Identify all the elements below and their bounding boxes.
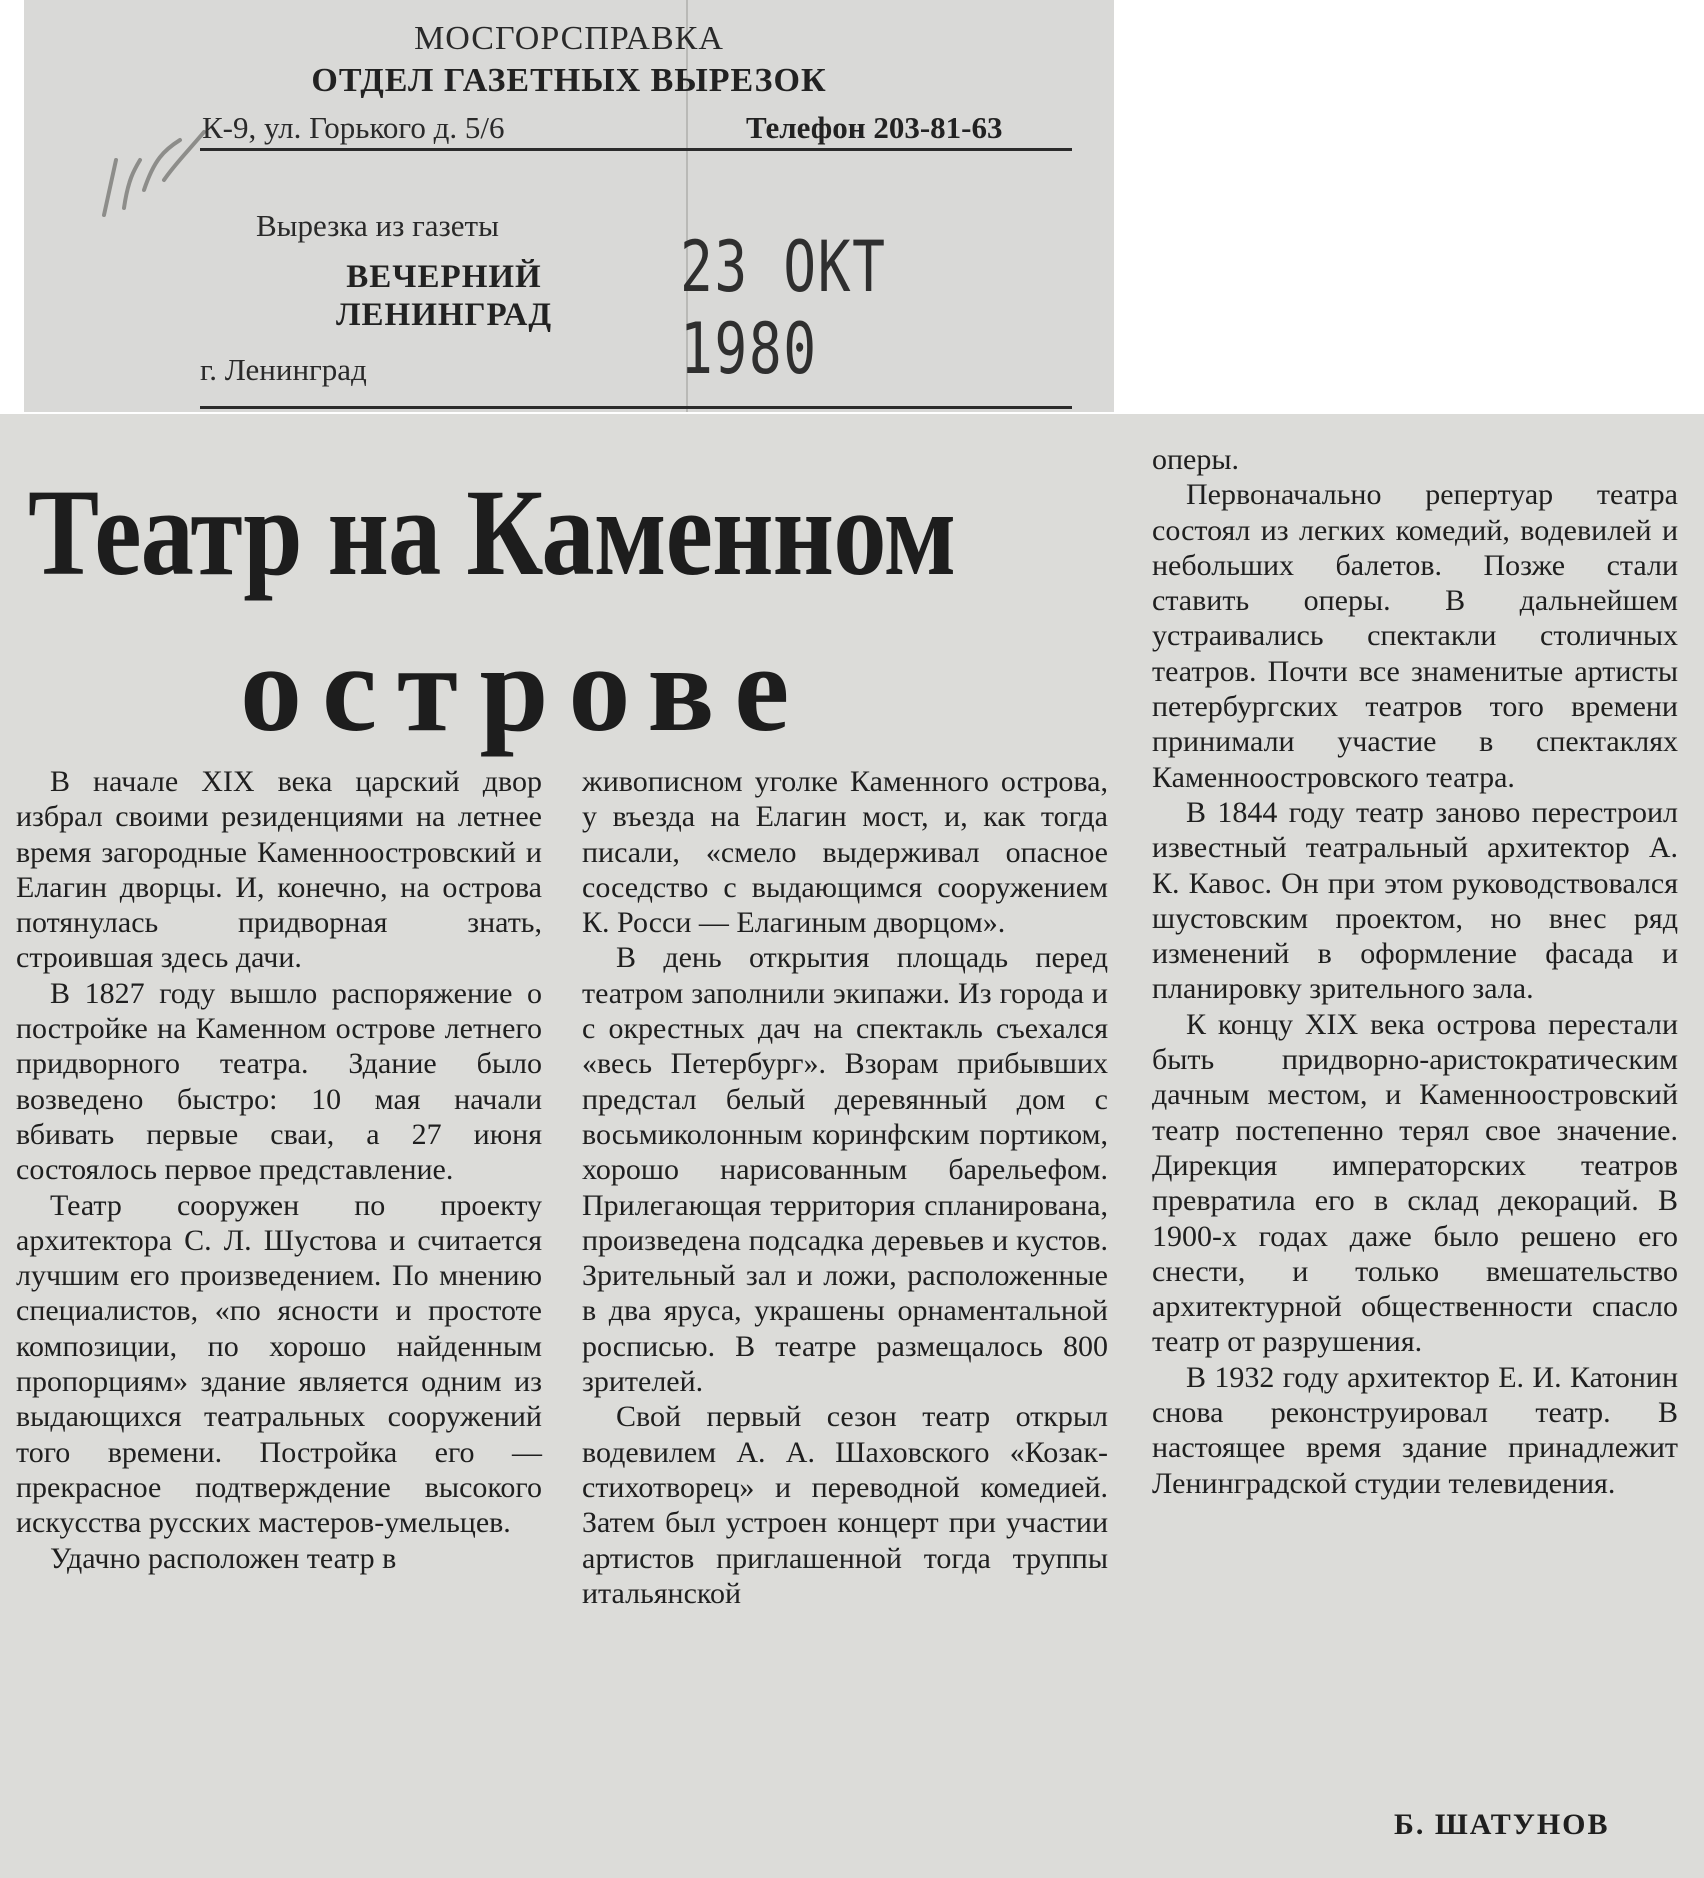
article-column-3 [1152, 442, 1678, 1501]
paragraph: Удачно расположен театр в [50, 1541, 397, 1575]
newspaper-name-line1: ВЕЧЕРНИЙ [346, 259, 542, 295]
cut-label: Вырезка из газеты [256, 208, 499, 243]
clipping-service-label [24, 0, 1114, 412]
agency-phone: Телефон 203-81-63 [746, 110, 1003, 145]
paragraph: В день открытия площадь перед театром заполнили экипажи. Из города и с окрестных дач на спектакль съехался «весь Петербург». Взорам прибывших предстал белый деревянный дом с восьмиколонным коринфским портиком, хорошо нарисованным барельефом. Прилегающая территория спланирована, произведена подсадка деревьев и кустов. Зрительный зал и ложи, расположенные в два яруса, украшены орнаментальной росписью. В театре размещалось 800 зрителей. [582, 941, 1108, 1399]
agency-name: МОСГОРСПРАВКА [414, 20, 724, 57]
article-headline-line2: острове [240, 620, 810, 757]
paragraph: В начале XIX века царский двор избрал своими резиденциями на летнее время загородные Каменноостровский и Елагин дворцы. И, конечно, на острова потянулась придворная знать, строившая здесь дачи. [16, 765, 542, 975]
paragraph: живописном уголке Каменного острова, у въезда на Елагин мост, и, как тогда писали, «смело выдерживал опасное соседство с выдающимся сооружением К. Росси — Елагиным дворцом». [582, 765, 1108, 940]
footer-rule [200, 406, 1072, 409]
paragraph: Свой первый сезон театр открыл водевилем А. А. Шаховского «Козак-стихотворец» и переводной комедией. Затем был устроен концерт при участии артистов приглашенной тогда труппы итальянской [582, 1400, 1108, 1610]
newspaper-name-line2: ЛЕНИНГРАД [335, 297, 553, 333]
date-stamp: 23 ОКТ 1980 [680, 226, 887, 390]
agency-address: К-9, ул. Горького д. 5/6 [202, 110, 505, 145]
paragraph: Первоначально репертуар театра состоял из легких комедий, водевилей и небольших балетов. Позже стали ставить оперы. В дальнейшем устраивались спектакли столичных театров. Почти все знаменитые артисты петербургских театров того времени принимали участие в спектаклях Каменноостровского театра. [1152, 478, 1678, 794]
paragraph: К концу XIX века острова перестали быть придворно-аристократическим дачным местом, и Каменноостровский театр постепенно терял свое значение. Дирекция императорских театров превратила его в склад декораций. В 1900-х годах даже было решено его снести, и только вмешательство архитектурной общественности спасло театр от разрушения. [1152, 1007, 1678, 1359]
paragraph: В 1827 году вышло распоряжение о постройке на Каменном острове летнего придворного театра. Здание было возведено быстро: 10 мая начали вбивать первые сваи, а 27 июня состоялось первое представление. [16, 976, 542, 1187]
newspaper-city: г. Ленинград [200, 352, 367, 387]
header-rule [200, 148, 1072, 151]
article-column-1 [16, 764, 542, 1576]
paragraph: В 1844 году театр заново перестроил известный театральный архитектор А. К. Кавос. Он при этом руководствовался шустовским проектом, но внес ряд изменений в оформление фасада и планировку зрительного зала. [1152, 795, 1678, 1006]
article-headline-line1: Театр на Каменном [28, 464, 956, 601]
paragraph: Театр сооружен по проекту архитектора С. Л. Шустова и считается лучшим его произведением. По мнению специалистов, «по ясности и простоте композиции, по хорошо найденным пропорциям» здание является одним из выдающихся театральных сооружений того времени. Постройка его — прекрасное подтверждение высокого искусства русских мастеров-умельцев. [16, 1188, 542, 1540]
newspaper-name [294, 258, 594, 334]
handwritten-mark-icon [94, 120, 214, 230]
paragraph: В 1932 году архитектор Е. И. Катонин снова реконструировал театр. В настоящее время здание принадлежит Ленинградской студии телевидения. [1152, 1360, 1678, 1500]
department-name: ОТДЕЛ ГАЗЕТНЫХ ВЫРЕЗОК [311, 62, 827, 99]
paragraph: оперы. [1152, 443, 1240, 476]
author-byline: Б. ШАТУНОВ [1394, 1808, 1610, 1841]
article-column-2 [582, 764, 1108, 1611]
